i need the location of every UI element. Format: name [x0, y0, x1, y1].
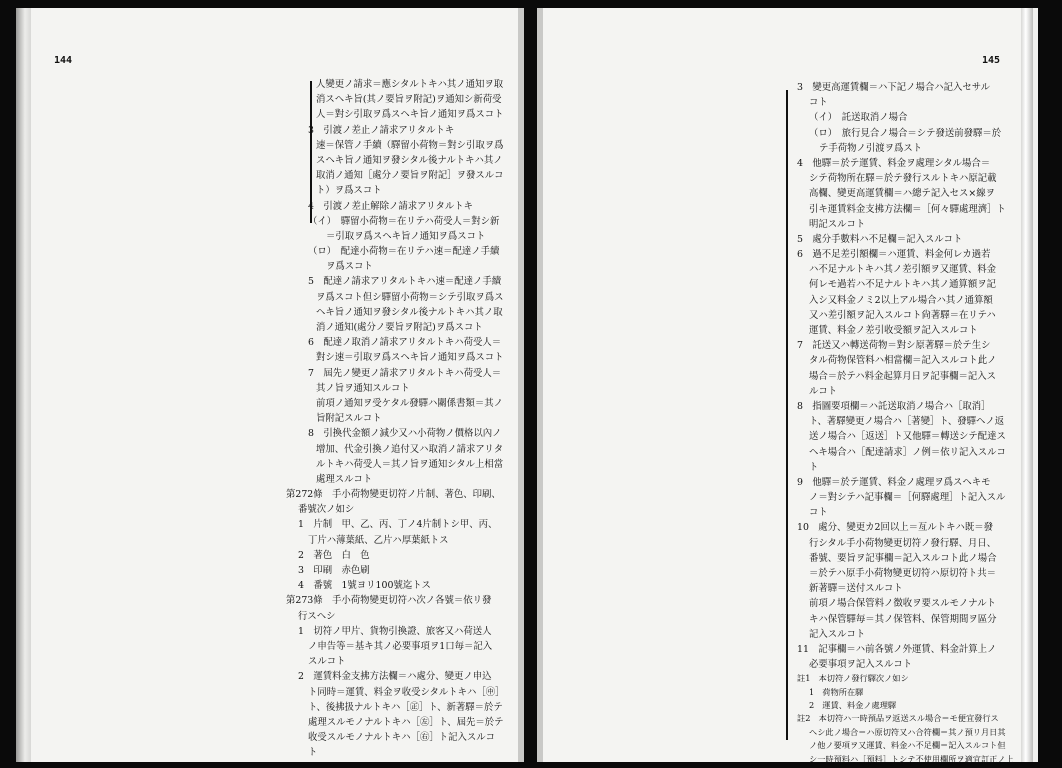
book-edge-right-outer	[1033, 8, 1038, 762]
text-line: 新著驛＝送付スルコト	[809, 583, 903, 595]
text-line: 處理スルコト	[316, 473, 373, 485]
text-line: （イ） 託送取消ノ場合	[809, 112, 908, 124]
text-line: 4 番號 1號ヨリ100號迄トス	[298, 580, 431, 592]
text-line: 場合＝於テハ料金起算月日ヲ記事欄＝記入ス	[809, 370, 996, 382]
text-line: 7 託送又ハ轉送荷物＝對シ原著驛＝於テ生シ	[797, 340, 991, 352]
text-line: ルトキハ荷受人＝其ノ旨ヲ通知シタル上相當	[316, 458, 504, 470]
text-line: コト	[809, 97, 828, 109]
page-number-right: 145	[982, 55, 1001, 66]
margin-rule-right	[786, 90, 788, 740]
text-line: 註2 本切符ハ一時預品ヲ返送スル場合＝モ便宜發行ス	[797, 713, 999, 724]
book-edge-left	[16, 8, 31, 762]
text-line: ＝於テハ原手小荷物變更切符ハ原切符ト共＝	[809, 568, 996, 579]
text-line: 入シ又料金ノミ2以上アル場合ハ其ノ通算額	[809, 294, 993, 306]
text-line: 運賃、料金ノ差引收受額ヲ記入スルコト	[809, 325, 978, 336]
text-line: ト）ヲ爲スコト	[316, 185, 382, 197]
text-line: ヲ爲スコト但シ驛留小荷物＝シテ引取ヲ爲ス	[316, 291, 504, 303]
text-line: 旨附記スルコト	[316, 413, 382, 425]
text-line: 消スヘキ旨(其ノ要旨ヲ附記)ヲ通知シ新荷受	[316, 94, 502, 106]
text-line: タル荷物保管料ハ相當欄＝記入スルコト此ノ	[809, 355, 997, 367]
text-line: ルコト	[809, 385, 838, 397]
text-line: 6 配達ノ取消ノ請求アリタルトキハ荷受人＝	[308, 337, 502, 349]
text-line: 行スヘシ	[298, 610, 336, 622]
text-line: ト同時＝運賃、料金ヲ收受シタルトキハ［㊥］	[308, 686, 505, 698]
text-line: ヲ爲スコト	[326, 261, 373, 273]
text-line: 9 他驛＝於テ運賃、料金ノ處理ヲ爲スヘキモ	[797, 476, 991, 488]
text-line: （ロ） 旅行見合ノ場合＝シテ發送前發驛＝於	[809, 127, 1002, 139]
text-line: 丁片ハ薄葉紙、乙片ハ厚葉紙トス	[308, 534, 449, 546]
text-line: 8 引換代金額ノ減少又ハ小荷物ノ價格以內ノ	[308, 428, 502, 440]
text-line: 4 他驛＝於テ運賃、料金ヲ處理シタル場合＝	[797, 157, 991, 169]
text-line: 收受スルモノナルトキハ［㊨］ト記入スルコ	[308, 732, 495, 744]
text-line: コト	[809, 507, 828, 519]
text-line: 何レモ過若ハ不足ナルトキハ其ノ通算額ヲ記	[809, 279, 997, 291]
book-spine	[518, 8, 524, 762]
text-line: 10 處分、變更カ2回以上＝亙ルトキハ既＝發	[797, 522, 994, 534]
text-line: 1 切符ノ甲片、貨物引換證、旅客又ハ荷送人	[298, 625, 492, 637]
text-line: ノ他ノ要項ヲ又運賃、料金ハ不足欄＝記入スルコト但	[809, 740, 1006, 751]
text-line: （イ） 驛留小荷物＝在リテハ荷受人＝對シ新	[308, 215, 500, 227]
book-edge-right	[1021, 8, 1033, 762]
text-line: 行シタル手小荷物變更切符ノ發行驛、月日、	[809, 537, 997, 549]
text-line: ト	[809, 461, 819, 473]
text-line: テ手荷物ノ引渡ヲ爲スト	[819, 142, 923, 154]
text-line: ト	[308, 747, 318, 759]
text-line: 7 屆先ノ變更ノ請求アリタルトキハ荷受人＝	[308, 367, 502, 379]
text-line: 處理スルモノナルトキハ［㊧］ト、屆先＝於テ	[308, 716, 504, 728]
text-line: ハ不足ナルトキハ其ノ差引額ヲ又運賃、料金	[809, 264, 997, 276]
text-line: キハ保管驛毎＝其ノ保管料、保管期間ヲ區分	[809, 613, 997, 625]
text-line: シ一時預料ハ［預料］トシテ不使用欄所ヲ適宜訂正ノ上	[809, 753, 1014, 764]
text-line: 增加、代金引換ノ追付又ハ取消ノ請求アリタ	[316, 443, 504, 455]
left-text-column	[286, 77, 505, 760]
text-line: ヘキ旨ノ通知ヲ發シタル後ナルトキハ其ノ取	[316, 306, 503, 318]
text-line: 明記スルコト	[809, 218, 866, 230]
text-line: 取消ノ通知［處分ノ要旨ヲ附記］ヲ發スルコ	[316, 170, 504, 182]
text-line: 8 指圖要項欄＝ハ託送取消ノ場合ハ［取消］	[797, 400, 991, 412]
text-line: （ロ） 配達小荷物＝在リテハ速＝配達ノ手續	[308, 246, 500, 258]
text-line: 6 過不足差引額欄＝ハ運賃、料金何レカ過若	[797, 249, 991, 261]
text-line: 5 處分手數料ハ不足欄＝記入スルコト	[797, 233, 963, 245]
text-line: 11 記事欄＝ハ前各號ノ外運賃、料金計算上ノ	[797, 643, 997, 655]
text-line: スヘキ旨ノ通知ヲ發シタル後ナルトキハ其ノ	[316, 154, 503, 166]
text-line: 送ノ場合ハ［返送］ト又他驛＝轉送シテ配達ス	[809, 431, 1006, 443]
text-line: 又ハ差引額ヲ記入スルコト尙著驛＝在リテハ	[809, 309, 996, 321]
text-line: 3 引渡ノ差止ノ請求アリタルトキ	[308, 124, 455, 136]
text-line: 1 片制 甲、乙、丙、丁ノ4片制トシ甲、丙、	[298, 519, 498, 531]
text-line: 註1 本切符ノ發行驛次ノ如シ	[797, 673, 909, 684]
text-line: 1 荷物所在驛	[809, 686, 864, 697]
text-line: ヘキ場合ハ［配達請求］ノ例＝依リ記入スルコ	[809, 446, 1006, 458]
text-line: ト、著驛變更ノ場合ハ［著變］ト、發驛ヘノ返	[809, 416, 1005, 428]
text-line: シテ荷物所在驛＝於テ發行スルトキハ原記載	[809, 173, 997, 185]
text-line: 3 變更高運賃欄＝ハ下記ノ場合ハ記入セサル	[797, 82, 990, 93]
text-line: 2 著色 白 色	[298, 549, 370, 561]
text-line: 高欄、變更高運賃欄＝ハ總テ記入セス×線ヲ	[809, 188, 995, 200]
text-line: ノ申告等＝基キ其ノ必要事項ヲ1口毎＝記入	[308, 640, 493, 652]
text-line: 番號次ノ如シ	[298, 504, 355, 516]
text-line: 番號、要旨ヲ記事欄＝記入スルコト此ノ場合	[809, 552, 997, 564]
text-line: ヘシ此ノ場合＝ハ原切符又ハ合符欄＝其ノ預リ月日其	[809, 726, 1006, 737]
text-line: 對シ速＝引取ヲ爲スヘキ旨ノ通知ヲ爲スコト	[316, 352, 504, 364]
text-line: ＝引取ヲ爲スヘキ旨ノ通知ヲ爲スコト	[326, 230, 486, 242]
text-line: 引キ運賃料金支拂方法欄＝［何々驛處理濟］ト	[809, 203, 1006, 215]
text-line: 人變更ノ請求＝應シタルトキハ其ノ通知ヲ取	[316, 79, 504, 90]
text-line: 記入スルコト	[809, 628, 866, 640]
text-line: 5 配達ノ請求アリタルトキハ速＝配達ノ手續	[308, 276, 502, 288]
text-line: 必要事項ヲ記入スルコト	[809, 659, 913, 671]
text-line: 2 運賃料金支拂方法欄＝ハ處分、變更ノ申込	[298, 671, 492, 683]
text-line: 第273條 手小荷物變更切符ハ次ノ各號＝依リ發	[286, 595, 492, 607]
text-line: ト、後拂扱ナルトキハ［㊣］ト、新著驛＝於テ	[308, 701, 503, 713]
text-line: 速＝保管ノ手續（驛留小荷物＝對シ引取ヲ爲	[316, 139, 504, 151]
book-spine	[537, 8, 543, 762]
text-line: 3 印刷 赤色刷	[298, 565, 370, 576]
text-line: 消ノ通知(處分ノ要旨ヲ附記)ヲ爲スコト	[316, 322, 483, 333]
text-line: 2 運賃、料金ノ處理驛	[809, 700, 897, 711]
right-text-column	[797, 80, 1014, 766]
text-line: 前項ノ通知ヲ受ケタル發驛ハ關係書類＝其ノ	[316, 397, 504, 409]
page-number-left: 144	[54, 55, 73, 66]
text-line: ノ＝對シテハ記事欄＝［何驛處理］ト記入スル	[809, 492, 1006, 504]
text-line: 前項ノ場合保管料ノ徴收ヲ要スルモノナルト	[809, 598, 996, 610]
text-line: 其ノ旨ヲ通知スルコト	[316, 382, 410, 394]
text-line: スルコト	[308, 656, 346, 668]
text-line: 4 引渡ノ差止解除ノ請求アリタルトキ	[308, 200, 473, 212]
text-line: 第272條 手小荷物變更切符ノ片制、著色、印刷、	[286, 489, 501, 501]
text-line: 人＝對シ引取ヲ爲スヘキ旨ノ通知ヲ爲スコト	[316, 109, 504, 121]
